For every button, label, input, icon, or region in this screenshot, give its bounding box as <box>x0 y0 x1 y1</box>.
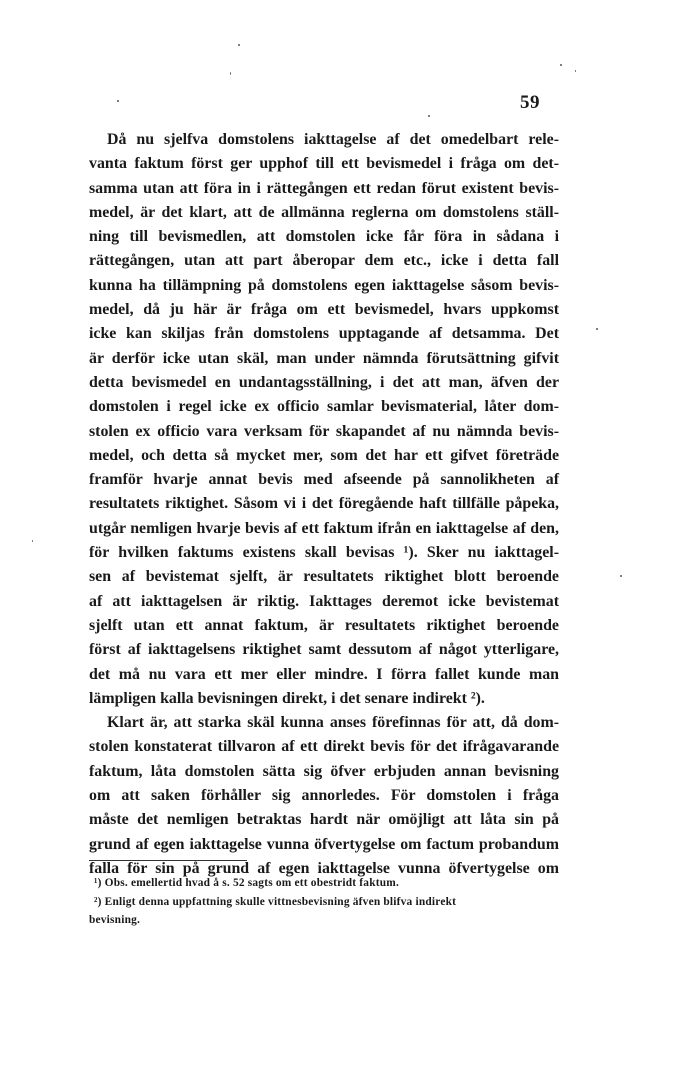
body-text <box>89 128 559 881</box>
text-line: rättegången, utan att part åberopar dem etc., icke i detta fall <box>89 252 559 270</box>
scan-speck <box>32 540 33 542</box>
text-line: faktum, låta domstolen sätta sig öfver erbjuden annan bevisning <box>89 762 559 780</box>
footnote-line: ¹) Obs. emellertid hvad å s. 52 sagts om ett obestridt faktum. <box>94 877 399 889</box>
text-line: Klart är, att starka skäl kunna anses förefinnas för att, då dom- <box>107 714 559 732</box>
text-line: Då nu sjelfva domstolens iakttagelse af det omedelbart rele- <box>107 131 559 148</box>
footnote-divider <box>89 860 247 861</box>
scan-speck <box>238 44 240 46</box>
text-line: för hvilken faktums existens skall bevisas ¹). Sker nu iakttagel- <box>89 544 559 562</box>
text-line: ning till bevismedlen, att domstolen icke får föra in sådana i <box>89 228 559 246</box>
text-line: domstolen i regel icke ex officio samlar bevismaterial, låter dom- <box>89 398 559 416</box>
scan-speck <box>230 72 231 75</box>
text-line: stolen konstaterat tillvaron af ett direkt bevis för det ifrågavarande <box>89 738 559 756</box>
text-line: falla för sin på grund af egen iakttagelse vunna öfvertygelse om <box>89 859 559 877</box>
text-line: medel, är det klart, att de allmänna reglerna om domstolens ställ- <box>89 203 559 221</box>
scan-speck <box>428 115 430 117</box>
text-line: kunna ha tillämpning på domstolens egen iakttagelse såsom bevis- <box>89 276 559 294</box>
footnote-line: ²) Enligt denna uppfattning skulle vittnesbevisning äfven blifva indirekt <box>94 895 457 908</box>
text-line: utgår nemligen hvarje bevis af ett faktum ifrån en iakttagelse af den, <box>89 519 559 537</box>
text-line: först af iakttagelsens riktighet samt dessutom af något ytterligare, <box>89 641 559 659</box>
text-line: stolen ex officio vara verksam för skapandet af nu nämnda bevis- <box>89 422 559 440</box>
text-line: det må nu vara ett mer eller mindre. I förra fallet kunde man <box>89 665 559 683</box>
text-line: måste det nemligen betraktas hardt när omöjligt att låta sin på <box>89 811 559 829</box>
text-line: om att saken förhåller sig annorledes. För domstolen i fråga <box>89 787 559 805</box>
page-number: 59 <box>520 92 540 113</box>
text-line: framför hvarje annat bevis med afseende på sannolikheten af <box>89 471 559 489</box>
footnotes <box>89 874 559 930</box>
text-line: af att iakttagelsen är riktig. Iakttages deremot icke bevistemat <box>89 592 559 610</box>
text-line: samma utan att föra in i rättegången ett redan förut existent bevis- <box>89 179 559 197</box>
text-line: medel, då ju här är fråga om ett bevismedel, hvars uppkomst <box>89 301 559 319</box>
scan-speck <box>620 575 622 577</box>
text-line: vanta faktum först ger upphof till ett bevismedel i fråga om det- <box>89 155 559 173</box>
text-line: grund af egen iakttagelse vunna öfvertygelse om factum probandum <box>89 835 559 853</box>
footnote-line: bevisning. <box>89 914 141 926</box>
scan-speck <box>560 64 562 66</box>
text-line: resultatets riktighet. Såsom vi i det föregående haft tillfälle påpeka, <box>89 495 559 513</box>
text-line: detta bevismedel en undantagsställning, i det att man, äfven der <box>89 373 559 391</box>
text-line: medel, och detta så mycket mer, som det har ett gifvet företräde <box>89 446 559 464</box>
text-line: sen af bevistemat sjelft, är resultatets riktighet blott beroende <box>89 568 559 586</box>
scan-speck <box>575 70 576 72</box>
text-line: lämpligen kalla bevisningen direkt, i det senare indirekt ²). <box>89 689 485 707</box>
scan-speck <box>117 100 119 102</box>
text-line: är derför icke utan skäl, man under nämnda förutsättning gifvit <box>89 349 559 367</box>
text-line: icke kan skiljas från domstolens upptagande af detsamma. Det <box>89 325 559 343</box>
text-line: sjelft utan ett annat faktum, är resultatets riktighet beroende <box>89 616 559 634</box>
scan-speck <box>596 328 598 330</box>
